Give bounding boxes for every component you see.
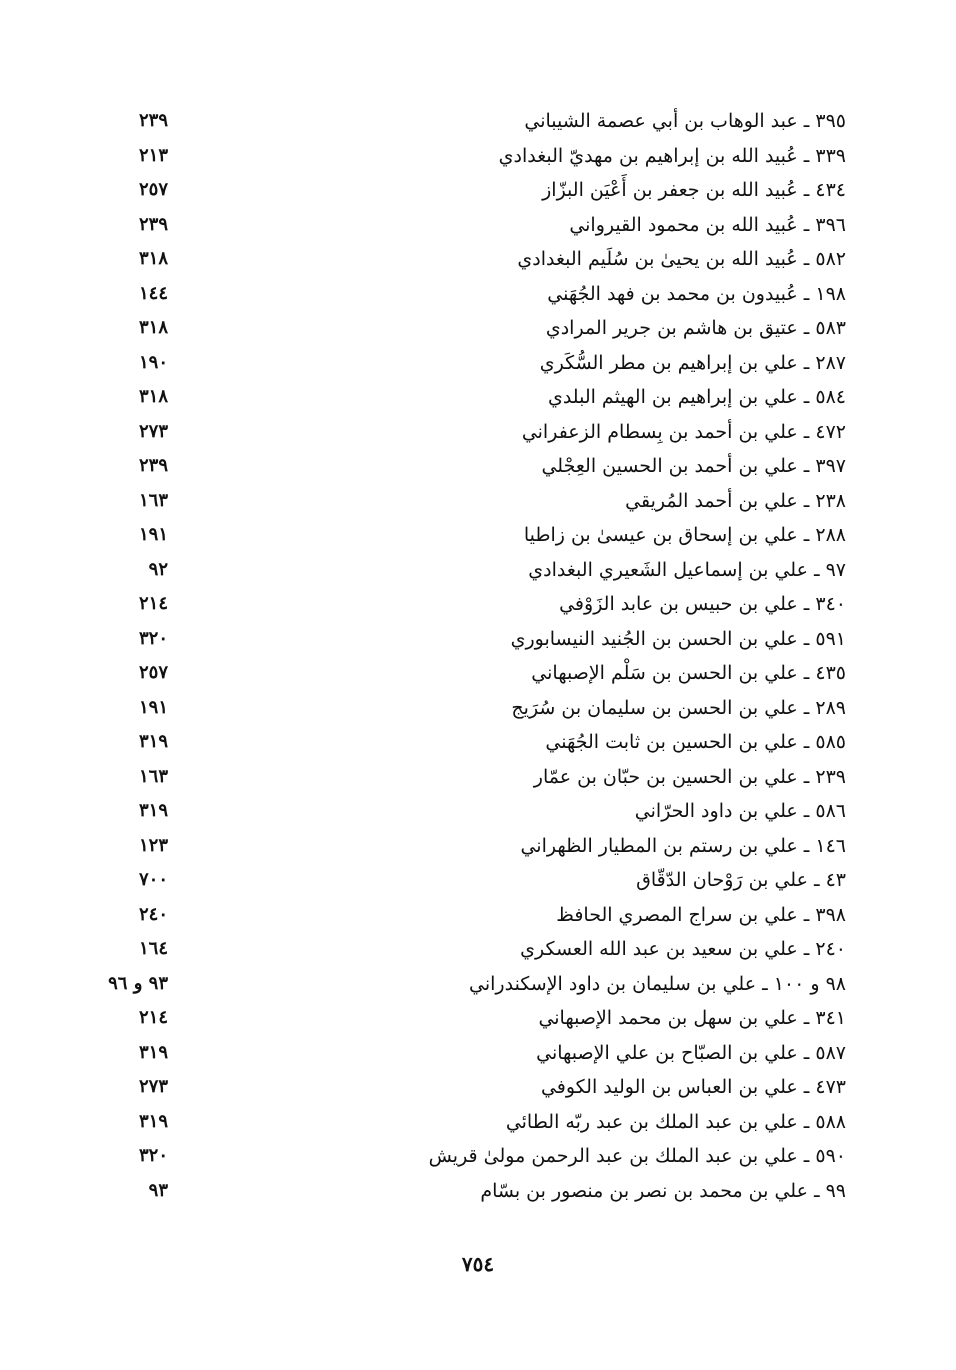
entry-page-number: ٣١٨	[138, 248, 168, 269]
entry-page-number: ١٤٤	[138, 282, 168, 304]
entry-text: ٢٣٩ ـ علي بن الحسين بن حبّان بن عمّار	[533, 765, 846, 788]
index-entry	[0, 518, 956, 553]
entry-page-number: ١٦٣	[138, 489, 168, 511]
index-entry	[0, 1139, 956, 1174]
entry-text: ٢٤٠ ـ علي بن سعيد بن عبد الله العسكري	[520, 938, 846, 960]
entry-text: ٩٨ و ١٠٠ ـ علي بن سليمان بن داود الإسكندراني	[469, 972, 846, 995]
index-entry	[0, 484, 956, 519]
entry-page-number: ٣١٨	[138, 386, 168, 407]
entry-page-number: ٣١٩	[138, 800, 168, 821]
entry-page-number: ٢٤٠	[138, 903, 168, 925]
entry-page-number: ٢١٤	[138, 593, 168, 614]
index-entry	[0, 622, 956, 657]
index-entry	[0, 1174, 956, 1209]
entry-page-number: ٣١٩	[138, 1041, 168, 1063]
entry-page-number: ١٩٠	[138, 351, 168, 373]
page-number: ٧٥٤	[461, 1252, 495, 1276]
index-entry	[0, 415, 956, 450]
entry-text: ٤٣ ـ علي بن رَوْحان الدّقّاق	[636, 869, 846, 891]
entry-text: ٢٨٩ ـ علي بن الحسن بن سليمان بن سُرَيج	[511, 696, 846, 719]
entry-page-number: ٣١٨	[138, 317, 168, 338]
index-entry	[0, 173, 956, 208]
entry-page-number: ٣١٩	[138, 1110, 168, 1132]
index-entry	[0, 380, 956, 415]
index-entry	[0, 760, 956, 795]
entry-page-number: ٢٥٧	[138, 662, 168, 683]
entry-page-number: ١٩١	[138, 696, 168, 718]
index-entry	[0, 311, 956, 346]
entry-text: ٤٧٢ ـ علي بن أحمد بن بِسطام الزعفراني	[521, 420, 846, 443]
entry-text: ٣٩٨ ـ علي بن سراج المصري الحافظ	[556, 903, 846, 926]
entry-page-number: ٧٠٠	[138, 869, 168, 890]
entry-text: ٩٩ ـ علي بن محمد بن نصر بن منصور بن بسّام	[480, 1179, 846, 1202]
index-entry	[0, 346, 956, 381]
entry-text: ٣٩٧ ـ علي بن أحمد بن الحسين العِجْلي	[541, 455, 846, 477]
entry-text: ١٤٦ ـ علي بن رستم بن المطيار الظهراني	[520, 834, 846, 857]
index-entry	[0, 898, 956, 933]
entry-text: ٣٣٩ ـ عُبيد الله بن إبراهيم بن مهديّ البغدادي	[498, 144, 846, 167]
entry-text: ٤٧٣ ـ علي بن العباس بن الوليد الكوفي	[540, 1076, 846, 1098]
index-entry	[0, 139, 956, 174]
entry-page-number: ٢٣٩	[138, 455, 168, 476]
index-entry	[0, 829, 956, 864]
entry-page-number: ٢٣٩	[138, 110, 168, 131]
index-entry	[0, 449, 956, 484]
index-entry	[0, 725, 956, 760]
entry-page-number: ٢٧٣	[138, 1076, 168, 1097]
entry-page-number: ٢٣٩	[138, 213, 168, 235]
index-entry	[0, 1036, 956, 1071]
entry-text: ٤٣٤ ـ عُبيد الله بن جعفر بن أَعْيَن البزّاز	[542, 179, 846, 201]
entry-text: ٥٨٨ ـ علي بن عبد الملك بن عبد ربّه الطائي	[505, 1110, 846, 1133]
index-entry	[0, 1105, 956, 1140]
entry-text: ٢٨٨ ـ علي بن إسحاق بن عيسىٰ بن زاطيا	[523, 524, 846, 546]
entry-page-number: ٢٧٣	[138, 420, 168, 442]
index-entry	[0, 208, 956, 243]
index-entry	[0, 1070, 956, 1105]
entry-page-number: ٩٢	[148, 558, 168, 580]
index-entry	[0, 932, 956, 967]
entry-page-number: ٩٣	[148, 1179, 168, 1201]
entry-text: ١٩٨ ـ عُبيدون بن محمد بن فهد الجُهَني	[547, 282, 846, 305]
index-entry	[0, 794, 956, 829]
entry-text: ٤٣٥ ـ علي بن الحسن بن سَلْم الإصبهاني	[531, 662, 846, 684]
entry-text: ٣٤١ ـ علي بن سهل بن محمد الإصبهاني	[538, 1007, 846, 1029]
entry-text: ٣٤٠ ـ علي بن حبيس بن عابد الزَوْفي	[559, 593, 846, 615]
entry-page-number: ٢١٣	[138, 144, 168, 166]
entry-page-number: ٣٢٠	[138, 627, 168, 649]
entry-text: ٥٨٧ ـ علي بن الصبّاح بن علي الإصبهاني	[536, 1041, 846, 1064]
entry-page-number: ١٦٣	[138, 765, 168, 787]
entry-text: ٥٨٢ ـ عُبيد الله بن يحيىٰ بن سُلَيم البغدادي	[517, 248, 846, 270]
index-entry	[0, 104, 956, 139]
entry-text: ٥٨٤ ـ علي بن إبراهيم بن الهيثم البلدي	[547, 386, 846, 408]
entry-text: ٢٣٨ ـ علي بن أحمد المُريقي	[625, 489, 846, 512]
index-entry	[0, 587, 956, 622]
index-entry	[0, 656, 956, 691]
entry-text: ٥٨٥ ـ علي بن الحسين بن ثابت الجُهَني	[545, 731, 846, 753]
entry-text: ٥٩٠ ـ علي بن عبد الملك بن عبد الرحمن مولىٰ قريش	[428, 1145, 846, 1167]
entry-page-number: ٣١٩	[138, 731, 168, 752]
entry-text: ٢٨٧ ـ علي بن إبراهيم بن مطر السُّكَري	[539, 351, 846, 374]
entry-page-number: ٩٣ و ٩٦	[108, 972, 168, 994]
entry-text: ٥٨٦ ـ علي بن داود الحرّاني	[634, 800, 846, 822]
entry-page-number: ٣٢٠	[138, 1145, 168, 1166]
index-list	[0, 104, 956, 1208]
entry-page-number: ١٢٣	[138, 834, 168, 856]
entry-text: ٩٧ ـ علي بن إسماعيل الشَعيري البغدادي	[528, 558, 846, 581]
index-entry	[0, 691, 956, 726]
index-entry	[0, 242, 956, 277]
index-entry	[0, 553, 956, 588]
entry-page-number: ٢٥٧	[138, 179, 168, 200]
entry-text: ٣٩٦ ـ عُبيد الله بن محمود القيرواني	[569, 213, 846, 236]
entry-page-number: ٢١٤	[138, 1007, 168, 1028]
index-entry	[0, 863, 956, 898]
entry-page-number: ١٩١	[138, 524, 168, 545]
index-entry	[0, 277, 956, 312]
entry-text: ٣٩٥ ـ عبد الوهاب بن أبي عصمة الشيباني	[524, 110, 846, 132]
index-entry	[0, 967, 956, 1002]
entry-page-number: ١٦٤	[138, 938, 168, 959]
entry-text: ٥٩١ ـ علي بن الحسن بن الجُنيد النيسابوري	[510, 627, 846, 650]
index-entry	[0, 1001, 956, 1036]
entry-text: ٥٨٣ ـ عتيق بن هاشم بن جرير المرادي	[545, 317, 846, 339]
